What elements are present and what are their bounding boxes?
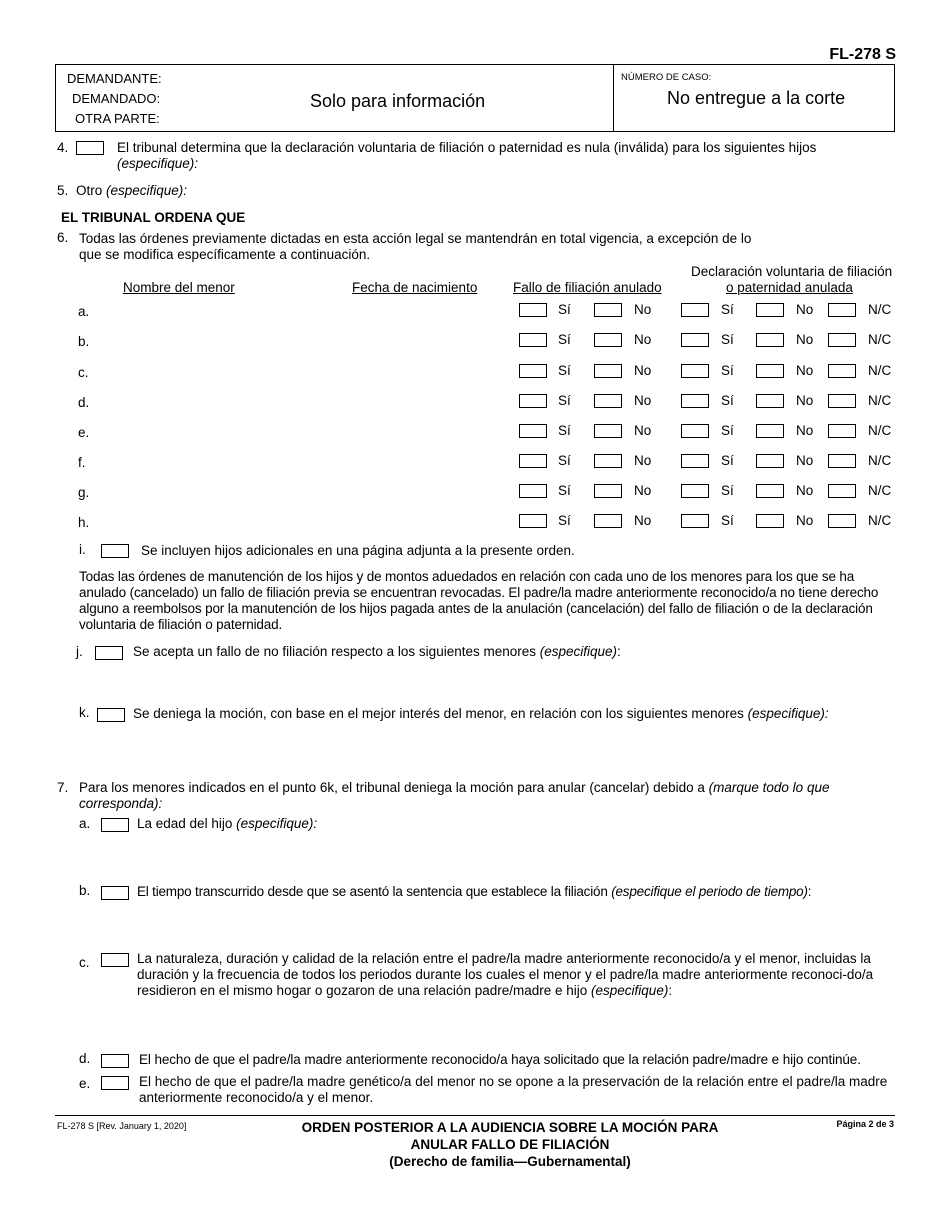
judgment-no-checkbox[interactable] bbox=[594, 333, 622, 347]
judgment-no-checkbox[interactable] bbox=[594, 303, 622, 317]
declaration-na-checkbox[interactable] bbox=[828, 514, 856, 528]
row-label: h. bbox=[78, 515, 90, 530]
declaration-no-label: No bbox=[796, 302, 814, 317]
judgment-no-label: No bbox=[634, 393, 652, 408]
caption-box bbox=[55, 64, 895, 132]
petitioner-label: DEMANDANTE: bbox=[67, 71, 162, 86]
row-label: d. bbox=[78, 395, 90, 410]
judgment-no-label: No bbox=[634, 363, 652, 378]
item5-text: Otro (especifique): bbox=[76, 183, 188, 198]
declaration-no-label: No bbox=[796, 332, 814, 347]
column-child-name: Nombre del menor bbox=[123, 280, 235, 295]
declaration-yes-label: Sí bbox=[721, 513, 734, 528]
item7e-checkbox[interactable] bbox=[101, 1076, 129, 1090]
judgment-yes-checkbox[interactable] bbox=[519, 454, 547, 468]
judgment-no-checkbox[interactable] bbox=[594, 454, 622, 468]
item7c-checkbox[interactable] bbox=[101, 953, 129, 967]
declaration-na-label: N/C bbox=[868, 332, 892, 347]
judgment-no-label: No bbox=[634, 513, 652, 528]
item7-number: 7. bbox=[57, 780, 69, 795]
case-number-label: NÚMERO DE CASO: bbox=[621, 72, 712, 83]
footer-rule bbox=[55, 1115, 895, 1116]
declaration-no-checkbox[interactable] bbox=[756, 424, 784, 438]
judgment-yes-label: Sí bbox=[558, 363, 571, 378]
item6-line1: Todas las órdenes previamente dictadas en esta acción legal se mantendrán en total vigencia, a excepción de lo bbox=[79, 231, 752, 246]
judgment-yes-checkbox[interactable] bbox=[519, 364, 547, 378]
declaration-yes-checkbox[interactable] bbox=[681, 364, 709, 378]
item7d-text: El hecho de que el padre/la madre anteriormente reconocido/a haya solicitado que la relación padre/madre e hijo continúe. bbox=[139, 1052, 861, 1067]
declaration-yes-checkbox[interactable] bbox=[681, 454, 709, 468]
item4-text: El tribunal determina que la declaración voluntaria de filiación o paternidad es nula (inválida) para los siguientes hijos (especifique): bbox=[117, 140, 817, 171]
support-orders-paragraph: Todas las órdenes de manutención de los hijos y de montos aduedados en relación con cada uno de los menores para los que se ha anulado (cancelado) un fallo de filiación previa se encuentran revocadas. El padre/la madre anteriormente reconocido/a no tiene derecho alguno a reembolsos por la manutención de los hijos pagada antes de la anulación (cancelación) del fallo de filiación o de la declaración voluntaria de filiación o paternidad. bbox=[79, 569, 879, 632]
declaration-na-label: N/C bbox=[868, 513, 892, 528]
declaration-yes-checkbox[interactable] bbox=[681, 333, 709, 347]
item6k-checkbox[interactable] bbox=[97, 708, 125, 722]
footer-title-line2: ANULAR FALLO DE FILIACIÓN bbox=[410, 1137, 610, 1152]
judgment-yes-label: Sí bbox=[558, 483, 571, 498]
page-number: Página 2 de 3 bbox=[836, 1119, 894, 1129]
item6-number: 6. bbox=[57, 230, 69, 245]
judgment-no-checkbox[interactable] bbox=[594, 394, 622, 408]
row-label: b. bbox=[78, 334, 90, 349]
declaration-no-checkbox[interactable] bbox=[756, 454, 784, 468]
declaration-yes-label: Sí bbox=[721, 483, 734, 498]
judgment-no-label: No bbox=[634, 332, 652, 347]
item6i-checkbox[interactable] bbox=[101, 544, 129, 558]
footer-title-line3: (Derecho de familia—Gubernamental) bbox=[389, 1154, 631, 1169]
column-declaration-line1: Declaración voluntaria de filiación bbox=[691, 264, 893, 279]
item7c-label: c. bbox=[79, 955, 90, 970]
declaration-na-checkbox[interactable] bbox=[828, 424, 856, 438]
other-party-label: OTRA PARTE: bbox=[75, 111, 160, 126]
item7b-label: b. bbox=[79, 883, 91, 898]
judgment-no-label: No bbox=[634, 483, 652, 498]
declaration-no-checkbox[interactable] bbox=[756, 303, 784, 317]
declaration-no-label: No bbox=[796, 453, 814, 468]
orders-heading: EL TRIBUNAL ORDENA QUE bbox=[61, 210, 246, 225]
declaration-no-checkbox[interactable] bbox=[756, 514, 784, 528]
item6i-text: Se incluyen hijos adicionales en una página adjunta a la presente orden. bbox=[141, 543, 575, 558]
judgment-yes-label: Sí bbox=[558, 453, 571, 468]
row-label: a. bbox=[78, 304, 90, 319]
declaration-yes-label: Sí bbox=[721, 302, 734, 317]
caption-divider bbox=[613, 65, 614, 131]
declaration-no-checkbox[interactable] bbox=[756, 394, 784, 408]
column-declaration-line2: o paternidad anulada bbox=[726, 280, 853, 295]
declaration-no-label: No bbox=[796, 483, 814, 498]
judgment-yes-label: Sí bbox=[558, 332, 571, 347]
declaration-na-checkbox[interactable] bbox=[828, 484, 856, 498]
declaration-na-checkbox[interactable] bbox=[828, 303, 856, 317]
respondent-label: DEMANDADO: bbox=[72, 91, 161, 106]
judgment-no-checkbox[interactable] bbox=[594, 364, 622, 378]
item6j-label: j. bbox=[76, 644, 83, 659]
footer-title-line1: ORDEN POSTERIOR A LA AUDIENCIA SOBRE LA MOCIÓN PARA bbox=[301, 1120, 719, 1135]
row-label: e. bbox=[78, 425, 90, 440]
judgment-yes-label: Sí bbox=[558, 423, 571, 438]
form-id: FL-278 S bbox=[829, 46, 896, 63]
item7c-text: La naturaleza, duración y calidad de la relación entre el padre/la madre anteriormente reconocido/a y el menor, incluidas la duración y la frecuencia de todos los periodos durante los cuales el menor y el padre/la madre anteriormente reconoci-do/a residieron en el mismo hogar o gozaron de una relación padre/madre e hijo (especifique): bbox=[137, 951, 874, 998]
item7b-checkbox[interactable] bbox=[101, 886, 129, 900]
column-judgment-set-aside: Fallo de filiación anulado bbox=[513, 280, 662, 295]
case-number-value: No entregue a la corte bbox=[667, 88, 846, 108]
declaration-no-checkbox[interactable] bbox=[756, 333, 784, 347]
declaration-na-label: N/C bbox=[868, 423, 892, 438]
column-birth-date: Fecha de nacimiento bbox=[352, 280, 478, 295]
judgment-no-checkbox[interactable] bbox=[594, 514, 622, 528]
item7a-text: La edad del hijo (especifique): bbox=[137, 816, 318, 831]
declaration-no-label: No bbox=[796, 513, 814, 528]
declaration-yes-label: Sí bbox=[721, 393, 734, 408]
judgment-yes-checkbox[interactable] bbox=[519, 333, 547, 347]
judgment-yes-checkbox[interactable] bbox=[519, 484, 547, 498]
row-label: g. bbox=[78, 485, 90, 500]
item6k-label: k. bbox=[79, 705, 90, 720]
item4-checkbox[interactable] bbox=[76, 141, 104, 155]
judgment-yes-checkbox[interactable] bbox=[519, 514, 547, 528]
judgment-yes-label: Sí bbox=[558, 393, 571, 408]
judgment-no-label: No bbox=[634, 302, 652, 317]
row-label: f. bbox=[78, 455, 86, 470]
declaration-yes-checkbox[interactable] bbox=[681, 394, 709, 408]
judgment-yes-label: Sí bbox=[558, 302, 571, 317]
footer-revision: FL-278 S [Rev. January 1, 2020] bbox=[57, 1121, 187, 1131]
item4-number: 4. bbox=[57, 140, 69, 155]
declaration-na-checkbox[interactable] bbox=[828, 454, 856, 468]
declaration-na-label: N/C bbox=[868, 453, 892, 468]
declaration-no-checkbox[interactable] bbox=[756, 484, 784, 498]
info-only-text: Solo para información bbox=[310, 91, 486, 111]
declaration-yes-checkbox[interactable] bbox=[681, 514, 709, 528]
item7b-text: El tiempo transcurrido desde que se asentó la sentencia que establece la filiación (especifique el periodo de tiempo): bbox=[137, 884, 812, 899]
declaration-no-label: No bbox=[796, 423, 814, 438]
declaration-yes-label: Sí bbox=[721, 423, 734, 438]
declaration-yes-checkbox[interactable] bbox=[681, 484, 709, 498]
item7d-label: d. bbox=[79, 1051, 91, 1066]
declaration-na-checkbox[interactable] bbox=[828, 364, 856, 378]
declaration-yes-label: Sí bbox=[721, 363, 734, 378]
judgment-yes-label: Sí bbox=[558, 513, 571, 528]
judgment-yes-checkbox[interactable] bbox=[519, 424, 547, 438]
row-label: c. bbox=[78, 365, 89, 380]
item7a-checkbox[interactable] bbox=[101, 818, 129, 832]
declaration-yes-checkbox[interactable] bbox=[681, 303, 709, 317]
declaration-yes-label: Sí bbox=[721, 453, 734, 468]
item7-text: Para los menores indicados en el punto 6k, el tribunal deniega la moción para anular (cancelar) debido a (marque todo lo que corresponda): bbox=[79, 780, 830, 811]
item6k-text: Se deniega la moción, con base en el mejor interés del menor, en relación con los siguientes menores (especifique): bbox=[133, 706, 829, 721]
item7e-label: e. bbox=[79, 1076, 91, 1091]
declaration-yes-checkbox[interactable] bbox=[681, 424, 709, 438]
declaration-na-label: N/C bbox=[868, 483, 892, 498]
declaration-no-label: No bbox=[796, 363, 814, 378]
judgment-no-label: No bbox=[634, 423, 652, 438]
declaration-na-label: N/C bbox=[868, 302, 892, 317]
item6-line2: que se modifica específicamente a continuación. bbox=[79, 247, 371, 262]
declaration-na-checkbox[interactable] bbox=[828, 333, 856, 347]
declaration-no-label: No bbox=[796, 393, 814, 408]
declaration-yes-label: Sí bbox=[721, 332, 734, 347]
judgment-no-label: No bbox=[634, 453, 652, 468]
item5-number: 5. bbox=[57, 183, 69, 198]
item7d-checkbox[interactable] bbox=[101, 1054, 129, 1068]
judgment-yes-checkbox[interactable] bbox=[519, 303, 547, 317]
judgment-yes-checkbox[interactable] bbox=[519, 394, 547, 408]
item7a-label: a. bbox=[79, 816, 91, 831]
declaration-na-label: N/C bbox=[868, 393, 892, 408]
item6i-label: i. bbox=[79, 542, 86, 557]
item6j-checkbox[interactable] bbox=[95, 646, 123, 660]
declaration-na-checkbox[interactable] bbox=[828, 394, 856, 408]
declaration-na-label: N/C bbox=[868, 363, 892, 378]
item7e-text: El hecho de que el padre/la madre genético/a del menor no se opone a la preservación de la relación entre el padre/la madre anteriormente reconocido/a y el menor. bbox=[139, 1074, 888, 1105]
judgment-no-checkbox[interactable] bbox=[594, 484, 622, 498]
declaration-no-checkbox[interactable] bbox=[756, 364, 784, 378]
item6j-text: Se acepta un fallo de no filiación respecto a los siguientes menores (especifique): bbox=[133, 644, 621, 659]
judgment-no-checkbox[interactable] bbox=[594, 424, 622, 438]
